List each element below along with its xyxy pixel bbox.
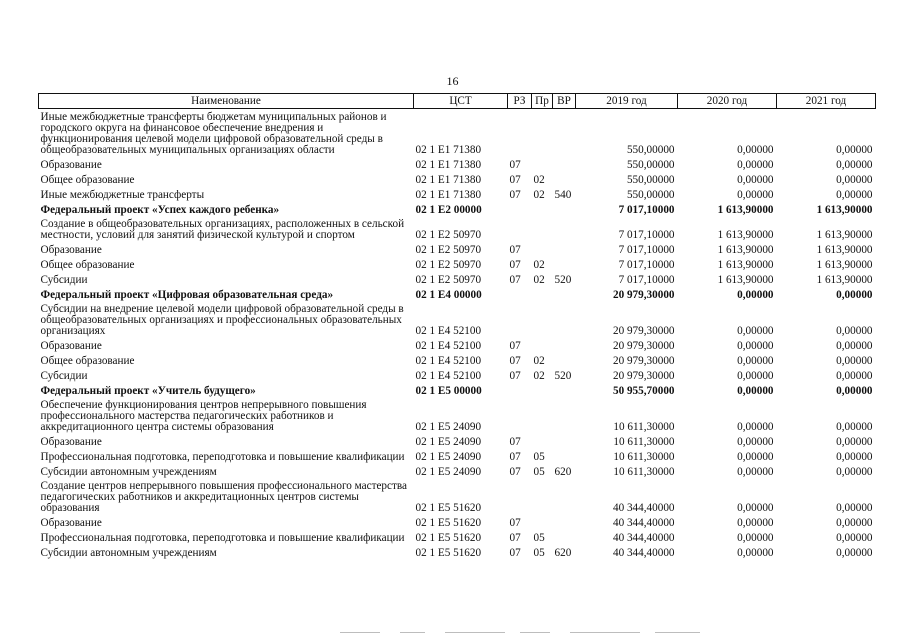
cell-pr: 02: [533, 259, 545, 271]
cell-pr: [532, 286, 553, 301]
cell-rz: 07: [509, 451, 521, 463]
cell-2019: 7 017,10000: [618, 259, 675, 271]
cell-2020: 0,00000: [737, 289, 774, 301]
table-row: [39, 514, 876, 529]
cell-pr: [532, 109, 553, 157]
cell-vr: 520: [554, 370, 572, 382]
cell-pr: [532, 337, 553, 352]
cell-name: Создание центров непрерывного повышения профессионального мастерства педагогических работников и аккредитационных центров системы образования: [40, 480, 407, 514]
header-name: Наименование: [39, 94, 414, 109]
cell-rz: 07: [509, 259, 521, 271]
cell-2020: 0,00000: [737, 517, 774, 529]
cell-pr: [532, 382, 553, 397]
cell-pr: [532, 397, 553, 433]
cell-2020: 0,00000: [737, 466, 774, 478]
cell-vr: [553, 382, 576, 397]
cell-cst: 02 1 E4 52100: [415, 325, 482, 337]
cell-cst: 02 1 E1 71380: [415, 189, 482, 201]
cell-pr: 05: [533, 532, 545, 544]
table-header-row: [39, 94, 876, 109]
cell-name: Образование: [40, 340, 102, 352]
cell-name: Субсидии: [40, 274, 88, 286]
cell-cst: 02 1 E4 52100: [415, 340, 482, 352]
table-row: [39, 241, 876, 256]
cell-2021: 0,00000: [836, 436, 873, 448]
cell-pr: 02: [533, 355, 545, 367]
header-rz: РЗ: [508, 94, 532, 109]
cell-rz: 07: [509, 244, 521, 256]
cell-2021: 1 613,90000: [816, 204, 873, 216]
cell-vr: [553, 397, 576, 433]
cell-rz: 07: [509, 174, 521, 186]
cell-cst: 02 1 E1 71380: [415, 174, 482, 186]
cell-2020: 0,00000: [737, 144, 774, 156]
cell-cst: 02 1 E5 51620: [415, 517, 482, 529]
cell-2019: 10 611,30000: [613, 436, 675, 448]
table-row: [39, 367, 876, 382]
cell-vr: [553, 286, 576, 301]
cell-rz: 07: [509, 159, 521, 171]
cell-2020: 0,00000: [737, 355, 774, 367]
cell-rz: [508, 201, 532, 216]
cell-rz: [508, 216, 532, 241]
cell-2020: 0,00000: [737, 547, 774, 559]
cell-rz: [508, 478, 532, 514]
cell-2019: 40 344,40000: [612, 517, 675, 529]
cell-rz: 07: [509, 436, 521, 448]
cell-2020: 1 613,90000: [717, 244, 774, 256]
cell-2019: 40 344,40000: [612, 547, 675, 559]
cell-2021: 0,00000: [836, 174, 873, 186]
cell-cst: 02 1 E2 50970: [415, 259, 482, 271]
cell-2020: 1 613,90000: [717, 204, 774, 216]
cell-name: Образование: [40, 436, 102, 448]
header-vr: ВР: [553, 94, 576, 109]
cell-name: Создание в общеобразовательных организациях, расположенных в сельской местности, условий для занятий физической культурой и спортом: [40, 218, 405, 241]
cell-2021: 0,00000: [836, 517, 873, 529]
budget-table-sheet: [38, 93, 875, 559]
cell-vr: [553, 201, 576, 216]
cell-pr: 02: [533, 370, 545, 382]
cell-2021: 0,00000: [836, 159, 873, 171]
table-row: [39, 397, 876, 433]
cell-vr: 520: [554, 274, 572, 286]
cell-cst: 02 1 E4 00000: [415, 289, 482, 301]
table-row: [39, 301, 876, 337]
cell-pr: [532, 201, 553, 216]
cell-vr: [553, 337, 576, 352]
cell-name: Субсидии автономным учреждениям: [40, 547, 217, 559]
cell-2020: 0,00000: [737, 340, 774, 352]
cell-2021: 1 613,90000: [816, 274, 873, 286]
cell-pr: 05: [533, 451, 545, 463]
cell-2019: 20 979,30000: [612, 325, 675, 337]
cell-name: Общее образование: [40, 174, 135, 186]
cell-2019: 10 611,30000: [613, 451, 675, 463]
cell-rz: 07: [509, 532, 521, 544]
cell-cst: 02 1 E5 24090: [415, 436, 482, 448]
cell-2019: 550,00000: [626, 174, 675, 186]
cell-pr: [532, 433, 553, 448]
cell-name: Субсидии: [40, 370, 88, 382]
cell-vr: [553, 241, 576, 256]
cell-2019: 50 955,70000: [612, 385, 675, 397]
cell-2020: 1 613,90000: [717, 274, 774, 286]
cell-vr: [553, 216, 576, 241]
cell-pr: [532, 241, 553, 256]
budget-table: [38, 93, 876, 559]
cell-2019: 550,00000: [626, 144, 675, 156]
cell-2021: 0,00000: [836, 355, 873, 367]
cell-name: Профессиональная подготовка, переподготовка и повышение квалификации: [40, 451, 405, 463]
table-row: [39, 171, 876, 186]
cell-name: Федеральный проект «Успех каждого ребенка»: [40, 204, 280, 216]
table-row: [39, 286, 876, 301]
cell-2019: 20 979,30000: [612, 289, 675, 301]
cell-name: Иные межбюджетные трансферты: [40, 189, 205, 201]
cell-cst: 02 1 E4 52100: [415, 370, 482, 382]
table-row: [39, 448, 876, 463]
table-body: [39, 109, 876, 560]
cell-2019: 7 017,10000: [618, 204, 675, 216]
cell-2021: 0,00000: [836, 451, 873, 463]
table-row: [39, 109, 876, 157]
cell-cst: 02 1 E5 24090: [415, 466, 482, 478]
cell-pr: 02: [533, 189, 545, 201]
cell-2021: 0,00000: [836, 532, 873, 544]
table-row: [39, 382, 876, 397]
cell-cst: 02 1 E5 51620: [415, 547, 482, 559]
cell-name: Общее образование: [40, 259, 135, 271]
cell-2021: 0,00000: [836, 502, 873, 514]
cell-rz: 07: [509, 370, 521, 382]
cell-name: Иные межбюджетные трансферты бюджетам муниципальных районов и городского округа на финансовое обеспечение внедрения и функционирования целевой модели цифровой образовательной среды в общеобразовательных муниципальных организациях области: [40, 111, 387, 156]
cell-2019: 40 344,40000: [612, 502, 675, 514]
cell-2020: 0,00000: [737, 370, 774, 382]
table-row: [39, 186, 876, 201]
cell-vr: [553, 256, 576, 271]
cell-2019: 40 344,40000: [612, 532, 675, 544]
cell-pr: 02: [533, 174, 545, 186]
cell-2020: 0,00000: [737, 385, 774, 397]
cell-2019: 20 979,30000: [612, 340, 675, 352]
cell-rz: [508, 397, 532, 433]
cell-vr: [553, 109, 576, 157]
cell-vr: [553, 529, 576, 544]
cell-2021: 0,00000: [836, 421, 873, 433]
cell-rz: 07: [509, 517, 521, 529]
cell-2019: 550,00000: [626, 189, 675, 201]
cell-2020: 1 613,90000: [717, 229, 774, 241]
cell-vr: [553, 478, 576, 514]
cell-name: Субсидии автономным учреждениям: [40, 466, 217, 478]
cell-2021: 0,00000: [836, 340, 873, 352]
cell-pr: [532, 301, 553, 337]
cell-2021: 1 613,90000: [816, 259, 873, 271]
table-row: [39, 337, 876, 352]
cell-2019: 20 979,30000: [612, 355, 675, 367]
cell-2019: 10 611,30000: [613, 421, 675, 433]
cell-2019: 550,00000: [626, 159, 675, 171]
cell-name: Образование: [40, 244, 102, 256]
table-row: [39, 201, 876, 216]
cell-cst: 02 1 E5 51620: [415, 532, 482, 544]
table-row: [39, 271, 876, 286]
cell-cst: 02 1 E5 24090: [415, 421, 482, 433]
cell-vr: [553, 301, 576, 337]
table-row: [39, 478, 876, 514]
cell-2021: 0,00000: [836, 144, 873, 156]
cell-2021: 0,00000: [836, 370, 873, 382]
cell-rz: [508, 382, 532, 397]
cell-pr: [532, 156, 553, 171]
cell-name: Обеспечение функционирования центров непрерывного повышения профессионального мастерства педагогических работников и аккредитационного центра системы образования: [40, 399, 367, 433]
cell-2020: 0,00000: [737, 436, 774, 448]
cell-pr: 02: [533, 274, 545, 286]
cell-2020: 0,00000: [737, 174, 774, 186]
cell-2019: 7 017,10000: [618, 274, 675, 286]
cell-2021: 0,00000: [836, 189, 873, 201]
header-2020: 2020 год: [678, 94, 777, 109]
cell-rz: [508, 109, 532, 157]
cell-2020: 0,00000: [737, 421, 774, 433]
cell-vr: [553, 156, 576, 171]
table-row: [39, 216, 876, 241]
table-row: [39, 463, 876, 478]
cell-cst: 02 1 E4 52100: [415, 355, 482, 367]
table-row: [39, 156, 876, 171]
cell-name: Образование: [40, 517, 102, 529]
cell-cst: 02 1 E5 24090: [415, 451, 482, 463]
cell-2020: 0,00000: [737, 189, 774, 201]
cell-pr: [532, 216, 553, 241]
cell-2020: 1 613,90000: [717, 259, 774, 271]
page-number: 16: [446, 74, 459, 88]
scan-artifact-marks: [330, 632, 730, 635]
cell-2020: 0,00000: [737, 451, 774, 463]
cell-cst: 02 1 E2 50970: [415, 274, 482, 286]
cell-2021: 1 613,90000: [816, 229, 873, 241]
cell-vr: 540: [554, 189, 572, 201]
cell-rz: 07: [509, 547, 521, 559]
cell-2021: 0,00000: [836, 289, 873, 301]
cell-vr: [553, 514, 576, 529]
header-cst: ЦСТ: [414, 94, 508, 109]
cell-2021: 0,00000: [836, 547, 873, 559]
table-row: [39, 352, 876, 367]
cell-cst: 02 1 E5 51620: [415, 502, 482, 514]
cell-cst: 02 1 E1 71380: [415, 159, 482, 171]
cell-vr: [553, 352, 576, 367]
cell-vr: [553, 448, 576, 463]
cell-vr: 620: [554, 466, 572, 478]
cell-name: Субсидии на внедрение целевой модели цифровой образовательной среды в общеобразовательных организациях и профессиональных образовательных организациях: [40, 303, 404, 337]
cell-name: Профессиональная подготовка, переподготовка и повышение квалификации: [40, 532, 405, 544]
header-2021: 2021 год: [777, 94, 876, 109]
cell-name: Образование: [40, 159, 102, 171]
cell-2020: 0,00000: [737, 325, 774, 337]
cell-vr: [553, 171, 576, 186]
table-row: [39, 433, 876, 448]
cell-pr: 05: [533, 466, 545, 478]
cell-2019: 20 979,30000: [612, 370, 675, 382]
cell-pr: [532, 514, 553, 529]
cell-2021: 1 613,90000: [816, 244, 873, 256]
cell-rz: 07: [509, 466, 521, 478]
cell-2020: 0,00000: [737, 159, 774, 171]
cell-rz: [508, 301, 532, 337]
cell-rz: [508, 286, 532, 301]
cell-pr: 05: [533, 547, 545, 559]
cell-cst: 02 1 E5 00000: [415, 385, 482, 397]
header-2019: 2019 год: [576, 94, 678, 109]
cell-cst: 02 1 E2 50970: [415, 229, 482, 241]
cell-2020: 0,00000: [737, 502, 774, 514]
cell-pr: [532, 478, 553, 514]
cell-2020: 0,00000: [737, 532, 774, 544]
cell-cst: 02 1 E2 00000: [415, 204, 482, 216]
cell-name: Федеральный проект «Учитель будущего»: [40, 385, 256, 397]
cell-vr: 620: [554, 547, 572, 559]
cell-rz: 07: [509, 340, 521, 352]
header-pr: Пр: [532, 94, 553, 109]
table-row: [39, 544, 876, 559]
cell-2019: 10 611,30000: [613, 466, 675, 478]
cell-name: Федеральный проект «Цифровая образовательная среда»: [40, 289, 334, 301]
cell-vr: [553, 433, 576, 448]
cell-2021: 0,00000: [836, 466, 873, 478]
cell-2019: 7 017,10000: [618, 244, 675, 256]
cell-cst: 02 1 E2 50970: [415, 244, 482, 256]
cell-rz: 07: [509, 189, 521, 201]
cell-2019: 7 017,10000: [618, 229, 675, 241]
table-row: [39, 256, 876, 271]
cell-2021: 0,00000: [836, 385, 873, 397]
cell-2021: 0,00000: [836, 325, 873, 337]
table-row: [39, 529, 876, 544]
cell-name: Общее образование: [40, 355, 135, 367]
cell-rz: 07: [509, 274, 521, 286]
cell-rz: 07: [509, 355, 521, 367]
cell-cst: 02 1 E1 71380: [415, 144, 482, 156]
